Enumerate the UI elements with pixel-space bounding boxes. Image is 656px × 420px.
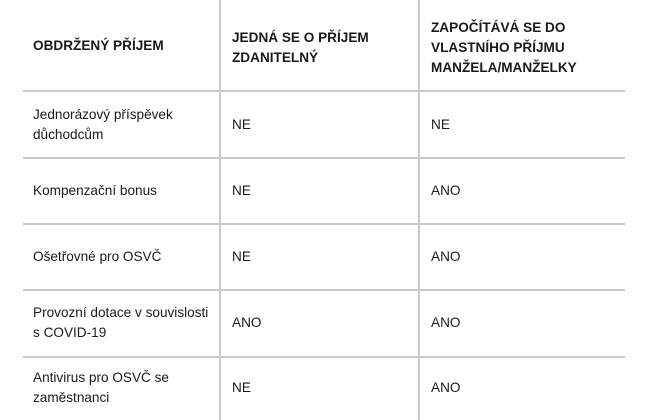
header-taxable-income — [232, 28, 412, 72]
spouse-value: ANO — [431, 183, 461, 198]
header-label: JEDNÁ SE O PŘÍJEM ZDANITELNÝ — [232, 30, 369, 65]
row-divider — [23, 157, 625, 159]
table-row-spouse — [431, 113, 611, 137]
taxable-value: ANO — [232, 315, 262, 330]
income-table — [23, 0, 625, 420]
header-spouse-income — [431, 18, 617, 82]
income-name: Ošetřovné pro OSVČ — [33, 249, 162, 264]
row-divider — [23, 289, 625, 291]
spouse-value: ANO — [431, 380, 461, 395]
table-row-income — [33, 366, 213, 410]
row-divider — [23, 223, 625, 225]
table-row-taxable — [232, 376, 412, 400]
header-label: ZAPOČÍTÁVÁ SE DO VLASTNÍHO PŘÍJMU MANŽELA/MANŽELKY — [431, 20, 577, 75]
taxable-value: NE — [232, 117, 251, 132]
table-row-taxable — [232, 179, 412, 203]
table-row-income — [33, 245, 213, 269]
row-divider — [23, 356, 625, 358]
header-received-income — [33, 34, 213, 58]
spouse-value: ANO — [431, 315, 461, 330]
table-row-spouse — [431, 311, 611, 335]
income-name: Antivirus pro OSVČ se zaměstnanci — [33, 370, 169, 405]
table-row-income — [33, 179, 213, 203]
income-name: Kompenzační bonus — [33, 183, 157, 198]
taxable-value: NE — [232, 380, 251, 395]
taxable-value: NE — [232, 183, 251, 198]
table-row-income — [33, 103, 213, 147]
taxable-value: NE — [232, 249, 251, 264]
spouse-value: ANO — [431, 249, 461, 264]
table-row-spouse — [431, 376, 611, 400]
spouse-value: NE — [431, 117, 450, 132]
income-name: Jednorázový příspěvek důchodcům — [33, 107, 173, 142]
table-row-spouse — [431, 245, 611, 269]
income-name: Provozní dotace v souvislosti s COVID-19 — [33, 305, 209, 340]
table-row-taxable — [232, 311, 412, 335]
table-row-spouse — [431, 179, 611, 203]
table-row-taxable — [232, 113, 412, 137]
row-divider — [23, 90, 625, 92]
table-row-income — [33, 301, 213, 345]
header-label: OBDRŽENÝ PŘÍJEM — [33, 38, 164, 53]
table-row-taxable — [232, 245, 412, 269]
